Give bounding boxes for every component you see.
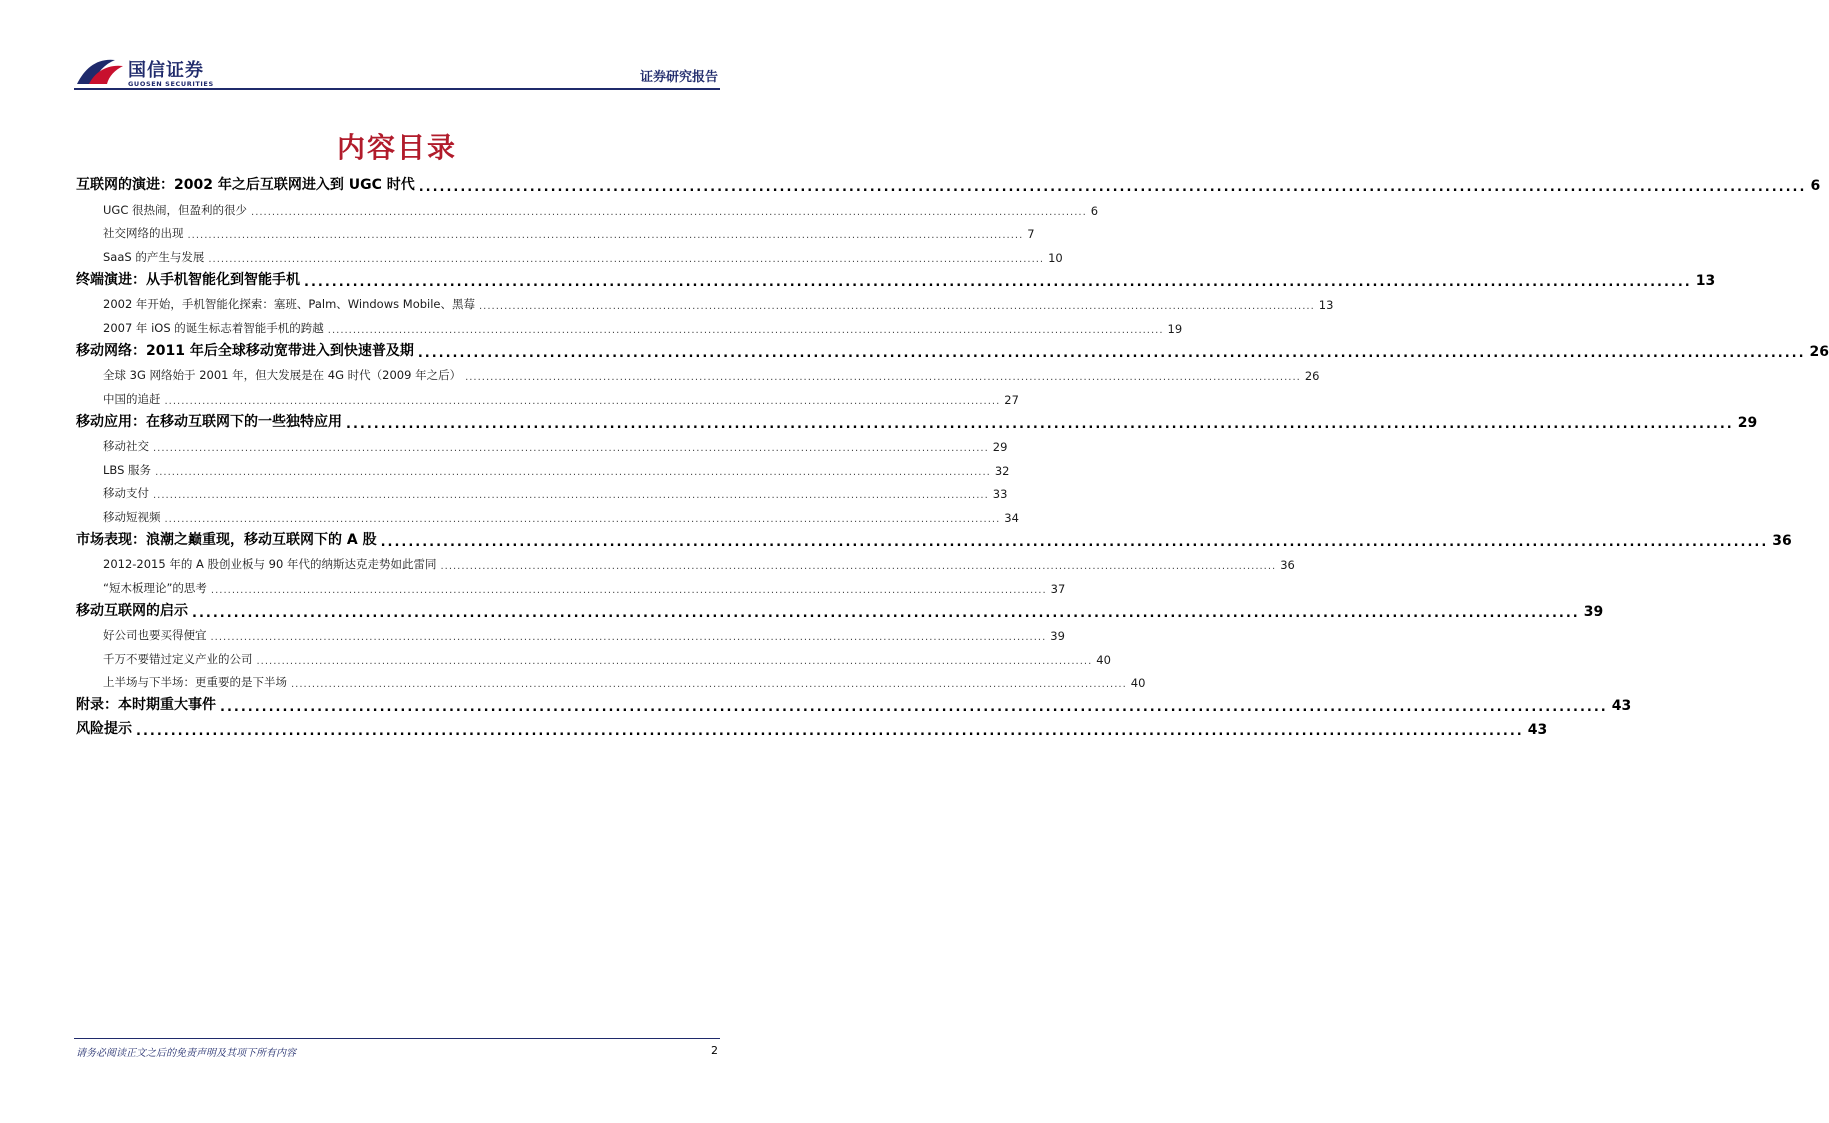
page-number: 2 xyxy=(711,1044,718,1057)
toc-dot-leader: ........................................................................................................................................................................................................ xyxy=(155,466,991,478)
toc-entry-title: 2007 年 iOS 的诞生标志着智能手机的跨越 xyxy=(103,320,324,335)
toc-entry-title: 中国的追赶 xyxy=(103,391,161,406)
toc-entry-page: 7 xyxy=(1027,227,1035,241)
toc-entry-page: 33 xyxy=(992,487,1008,501)
header-divider xyxy=(74,88,720,90)
toc-entry-section[interactable] xyxy=(76,383,1019,407)
toc-entry-page: 40 xyxy=(1130,676,1146,690)
toc-entry-section[interactable] xyxy=(76,241,1063,265)
toc-entry-title: 移动支付 xyxy=(103,486,149,500)
toc-entry-section[interactable] xyxy=(76,549,1295,573)
toc-entry-section[interactable] xyxy=(76,478,1008,502)
toc-dot-leader: ........................................................................................................................................................................................................ xyxy=(417,345,1806,361)
toc-dot-leader: ........................................................................................................................................................................................................ xyxy=(187,230,1024,241)
toc-dot-leader: ........................................................................................................................................................................................................ xyxy=(479,301,1315,312)
toc-entry-chapter[interactable] xyxy=(76,596,1604,621)
toc-dot-leader: ........................................................................................................................................................................................................ xyxy=(291,679,1127,690)
toc-entry-page: 43 xyxy=(1611,698,1632,714)
toc-dot-leader: ........................................................................................................................................................................................................ xyxy=(380,534,1769,550)
logo-text-cn: 国信证券 xyxy=(128,60,204,81)
toc-dot-leader: ........................................................................................................................................................................................................ xyxy=(304,274,1692,290)
toc-entry-chapter[interactable] xyxy=(76,714,1548,739)
toc-entry-title: 互联网的演进：2002 年之后互联网进入到 UGC 时代 xyxy=(76,177,415,193)
toc-entry-section[interactable] xyxy=(76,218,1035,242)
toc-entry-page: 26 xyxy=(1809,343,1829,360)
toc-dot-leader: ........................................................................................................................................................................................................ xyxy=(346,416,1734,432)
toc-entry-section[interactable] xyxy=(76,620,1065,644)
toc-entry-page: 10 xyxy=(1048,250,1063,265)
toc-entry-title: 市场表现：浪潮之巅重现，移动互联网下的 A 股 xyxy=(76,531,377,548)
toc-entry-page: 29 xyxy=(992,440,1008,454)
toc-dot-leader: ........................................................................................................................................................................................................ xyxy=(440,561,1277,572)
toc-entry-title: 千万不要错过定义产业的公司 xyxy=(103,651,253,666)
toc-entry-title: 2012-2015 年的 A 股创业板与 90 年代的纳斯达克走势如此雷同 xyxy=(103,557,437,571)
toc-entry-chapter[interactable] xyxy=(76,336,1829,361)
toc-dot-leader: ........................................................................................................................................................................................................ xyxy=(251,206,1087,218)
table-of-contents xyxy=(76,170,1829,739)
guosen-logo-icon xyxy=(75,54,125,88)
toc-dot-leader: ........................................................................................................................................................................................................ xyxy=(192,605,1580,621)
toc-dot-leader: ........................................................................................................................................................................................................ xyxy=(256,655,1093,667)
toc-entry-section[interactable] xyxy=(76,643,1111,667)
toc-dot-leader: ........................................................................................................................................................................................................ xyxy=(136,724,1524,739)
toc-entry-page: 13 xyxy=(1318,298,1334,312)
toc-entry-title: 移动社交 xyxy=(103,439,149,453)
toc-dot-leader: ........................................................................................................................................................................................................ xyxy=(164,513,1001,525)
toc-entry-title: “短木板理论”的思考 xyxy=(103,580,207,595)
toc-title: 内容目录 xyxy=(336,131,457,164)
toc-entry-title: 好公司也要买得便宜 xyxy=(103,628,207,642)
report-type-label: 证券研究报告 xyxy=(639,70,718,85)
toc-entry-section[interactable] xyxy=(76,194,1099,218)
toc-entry-page: 6 xyxy=(1090,203,1099,218)
toc-dot-leader: ........................................................................................................................................................................................................ xyxy=(418,180,1807,195)
toc-entry-chapter[interactable] xyxy=(76,525,1792,550)
toc-entry-page: 26 xyxy=(1304,369,1320,383)
toc-entry-page: 32 xyxy=(994,463,1010,478)
toc-dot-leader: ........................................................................................................................................................................................................ xyxy=(465,372,1301,383)
toc-entry-title: 移动应用：在移动互联网下的一些独特应用 xyxy=(76,413,342,430)
toc-dot-leader: ........................................................................................................................................................................................................ xyxy=(153,490,989,501)
toc-entry-page: 13 xyxy=(1695,272,1716,289)
toc-entry-section[interactable] xyxy=(76,431,1008,455)
toc-dot-leader: ........................................................................................................................................................................................................ xyxy=(210,584,1047,596)
footer-disclaimer: 请务必阅读正文之后的免责声明及其项下所有内容 xyxy=(76,1048,296,1059)
toc-entry-title: 上半场与下半场：更重要的是下半场 xyxy=(103,675,287,689)
toc-entry-page: 40 xyxy=(1096,652,1111,667)
toc-entry-title: 移动互联网的启示 xyxy=(76,602,188,619)
toc-entry-page: 43 xyxy=(1527,722,1548,738)
toc-entry-chapter[interactable] xyxy=(76,407,1758,432)
toc-entry-title: 移动网络：2011 年后全球移动宽带进入到快速普及期 xyxy=(76,342,414,359)
toc-dot-leader: ........................................................................................................................................................................................................ xyxy=(220,700,1608,715)
toc-entry-section[interactable] xyxy=(76,454,1010,478)
toc-entry-section[interactable] xyxy=(76,667,1146,691)
toc-entry-chapter[interactable] xyxy=(76,170,1821,195)
toc-dot-leader: ........................................................................................................................................................................................................ xyxy=(210,632,1047,643)
toc-dot-leader: ........................................................................................................................................................................................................ xyxy=(208,253,1045,265)
toc-entry-page: 19 xyxy=(1167,321,1183,336)
toc-entry-section[interactable] xyxy=(76,312,1183,336)
toc-entry-chapter[interactable] xyxy=(76,690,1632,715)
toc-entry-section[interactable] xyxy=(76,360,1320,384)
toc-entry-section[interactable] xyxy=(76,572,1066,596)
toc-entry-title: UGC 很热闹，但盈利的很少 xyxy=(103,202,248,217)
toc-entry-page: 39 xyxy=(1583,603,1604,620)
toc-entry-chapter[interactable] xyxy=(76,265,1716,290)
toc-dot-leader: ........................................................................................................................................................................................................ xyxy=(164,395,1001,407)
toc-entry-page: 29 xyxy=(1737,414,1758,431)
logo-text-en: GUOSEN SECURITIES xyxy=(128,80,214,88)
toc-entry-page: 34 xyxy=(1004,510,1019,525)
toc-entry-page: 6 xyxy=(1810,178,1821,194)
toc-dot-leader: ........................................................................................................................................................................................................ xyxy=(153,443,989,454)
toc-entry-title: SaaS 的产生与发展 xyxy=(103,249,205,264)
toc-entry-page: 39 xyxy=(1050,629,1065,643)
toc-entry-title: 全球 3G 网络始于 2001 年，但大发展是在 4G 时代（2009 年之后） xyxy=(103,368,462,382)
toc-entry-title: 附录：本时期重大事件 xyxy=(76,697,216,713)
toc-entry-title: 2002 年开始，手机智能化探索：塞班、Palm、Windows Mobile、黑莓 xyxy=(103,297,475,311)
toc-dot-leader: ........................................................................................................................................................................................................ xyxy=(327,324,1164,336)
toc-entry-page: 27 xyxy=(1004,392,1019,407)
toc-entry-title: LBS 服务 xyxy=(103,462,152,477)
page-header xyxy=(0,0,794,100)
toc-entry-section[interactable] xyxy=(76,289,1334,313)
toc-entry-page: 37 xyxy=(1050,581,1066,596)
toc-entry-title: 风险提示 xyxy=(76,721,132,737)
toc-entry-title: 终端演进：从手机智能化到智能手机 xyxy=(76,271,300,288)
footer-divider xyxy=(74,1038,720,1039)
toc-entry-section[interactable] xyxy=(76,501,1019,525)
toc-entry-page: 36 xyxy=(1280,558,1295,572)
toc-entry-title: 社交网络的出现 xyxy=(103,226,184,240)
toc-entry-page: 36 xyxy=(1772,532,1792,549)
toc-entry-title: 移动短视频 xyxy=(103,509,161,524)
